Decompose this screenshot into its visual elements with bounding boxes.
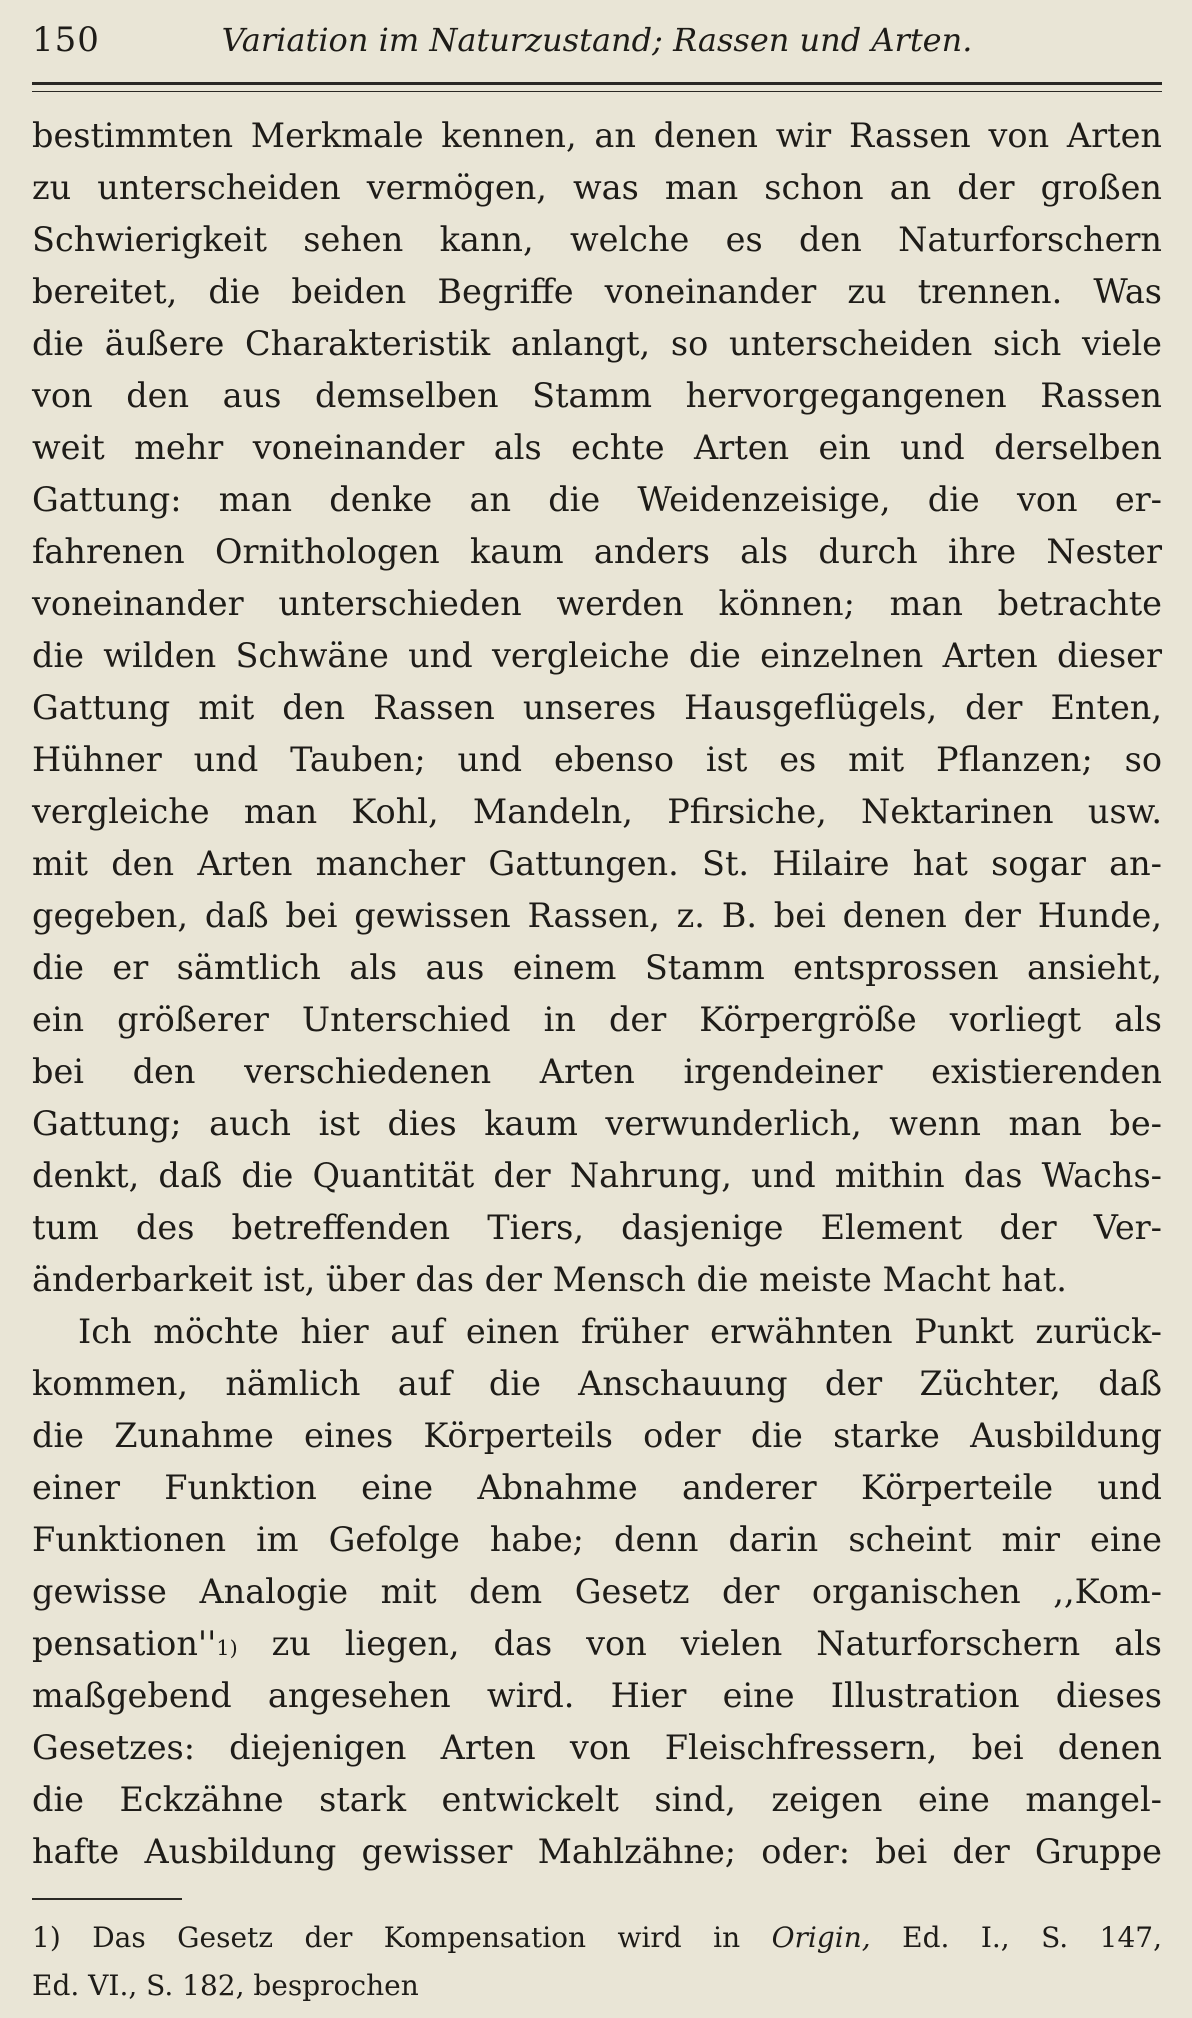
footnote-line	[32, 1914, 1162, 1962]
text-line: die äußere Charakteristik anlangt, so unterscheiden sich viele	[32, 324, 1162, 363]
text-line: kommen, nämlich auf die Anschauung der Züchter, daß	[32, 1364, 1162, 1403]
text-line: vergleiche man Kohl, Mandeln, Pfirsiche, Nektarinen usw.	[32, 792, 1162, 831]
text-line: von den aus demselben Stamm hervorgegangenen Rassen	[32, 376, 1162, 415]
text-line: ein größerer Unterschied in der Körpergröße vorliegt als	[32, 1000, 1162, 1039]
body-text	[32, 110, 1162, 1878]
text-line: gegeben, daß bei gewissen Rassen, z. B. bei denen der Hunde,	[32, 896, 1162, 935]
text-line: Gattung; auch ist dies kaum verwunderlich, wenn man be-	[32, 1104, 1162, 1143]
text-line: Gesetzes: diejenigen Arten von Fleischfressern, bei denen	[32, 1728, 1162, 1767]
text-line: einer Funktion eine Abnahme anderer Körperteile und	[32, 1468, 1162, 1507]
text-line: Hühner und Tauben; und ebenso ist es mit Pflanzen; so	[32, 740, 1162, 779]
text-line: weit mehr voneinander als echte Arten ein und derselben	[32, 428, 1162, 467]
text-line: Funktionen im Gefolge habe; denn darin scheint mir eine	[32, 1520, 1162, 1559]
compensation-word: pensation''	[32, 1624, 217, 1663]
text-line: Gattung mit den Rassen unseres Hausgeflügels, der Enten,	[32, 688, 1162, 727]
text-line: denkt, daß die Quantität der Nahrung, und mithin das Wachs-	[32, 1156, 1162, 1195]
footnote-rule	[32, 1898, 182, 1900]
text-line: bei den verschiedenen Arten irgendeiner existierenden	[32, 1052, 1162, 1091]
text-line: bestimmten Merkmale kennen, an denen wir Rassen von Arten	[32, 116, 1162, 155]
page-number: 150	[32, 20, 100, 60]
text-line: zu unterscheiden vermögen, was man schon an der großen	[32, 168, 1162, 207]
footnote-text: Das Gesetz der Kompensation wird in	[60, 1921, 772, 1954]
text-line: fahrenen Ornithologen kaum anders als durch ihre Nester	[32, 532, 1162, 571]
header-rule	[32, 82, 1162, 92]
text-line: änderbarkeit ist, über das der Mensch die meiste Macht hat.	[32, 1260, 1067, 1299]
text-line: tum des betreffenden Tiers, dasjenige Element der Ver-	[32, 1208, 1162, 1247]
footnote-line-2: Ed. VI., S. 182, besprochen	[32, 1969, 419, 2002]
text-line-with-footnote	[32, 1618, 1162, 1670]
text-line: mit den Arten mancher Gattungen. St. Hilaire hat sogar an-	[32, 844, 1162, 883]
footnote-marker: 1)	[32, 1921, 61, 1954]
footnote-text-after: Ed. I., S. 147,	[870, 1921, 1162, 1954]
footnote	[32, 1914, 1162, 2010]
text-line: Schwierigkeit sehen kann, welche es den Naturforschern	[32, 220, 1162, 259]
paragraph-start-line: Ich möchte hier auf einen früher erwähnten Punkt zurück-	[78, 1312, 1162, 1351]
text-line: hafte Ausbildung gewisser Mahlzähne; oder: bei der Gruppe	[32, 1832, 1162, 1871]
text-line: gewisse Analogie mit dem Gesetz der organischen ,,Kom-	[32, 1572, 1162, 1611]
text-line: Gattung: man denke an die Weidenzeisige, die von er-	[32, 480, 1162, 519]
text-line: die Eckzähne stark entwickelt sind, zeigen eine mangel-	[32, 1780, 1162, 1819]
compensation-line-rest: zu liegen, das von vielen Naturforschern als	[237, 1624, 1162, 1663]
footnote-reference[interactable]: 1)	[216, 1636, 238, 1660]
footnote-italic-title: Origin,	[771, 1921, 871, 1954]
text-line: bereitet, die beiden Begriffe voneinander zu trennen. Was	[32, 272, 1162, 311]
text-line: voneinander unterschieden werden können; man betrachte	[32, 584, 1162, 623]
text-line: die er sämtlich als aus einem Stamm entsprossen ansieht,	[32, 948, 1162, 987]
text-line: maßgebend angesehen wird. Hier eine Illustration dieses	[32, 1676, 1162, 1715]
running-title: Variation im Naturzustand; Rassen und Arten.	[221, 21, 973, 59]
text-line: die Zunahme eines Körperteils oder die starke Ausbildung	[32, 1416, 1162, 1455]
page-header	[32, 20, 1162, 74]
text-line: die wilden Schwäne und vergleiche die einzelnen Arten dieser	[32, 636, 1162, 675]
